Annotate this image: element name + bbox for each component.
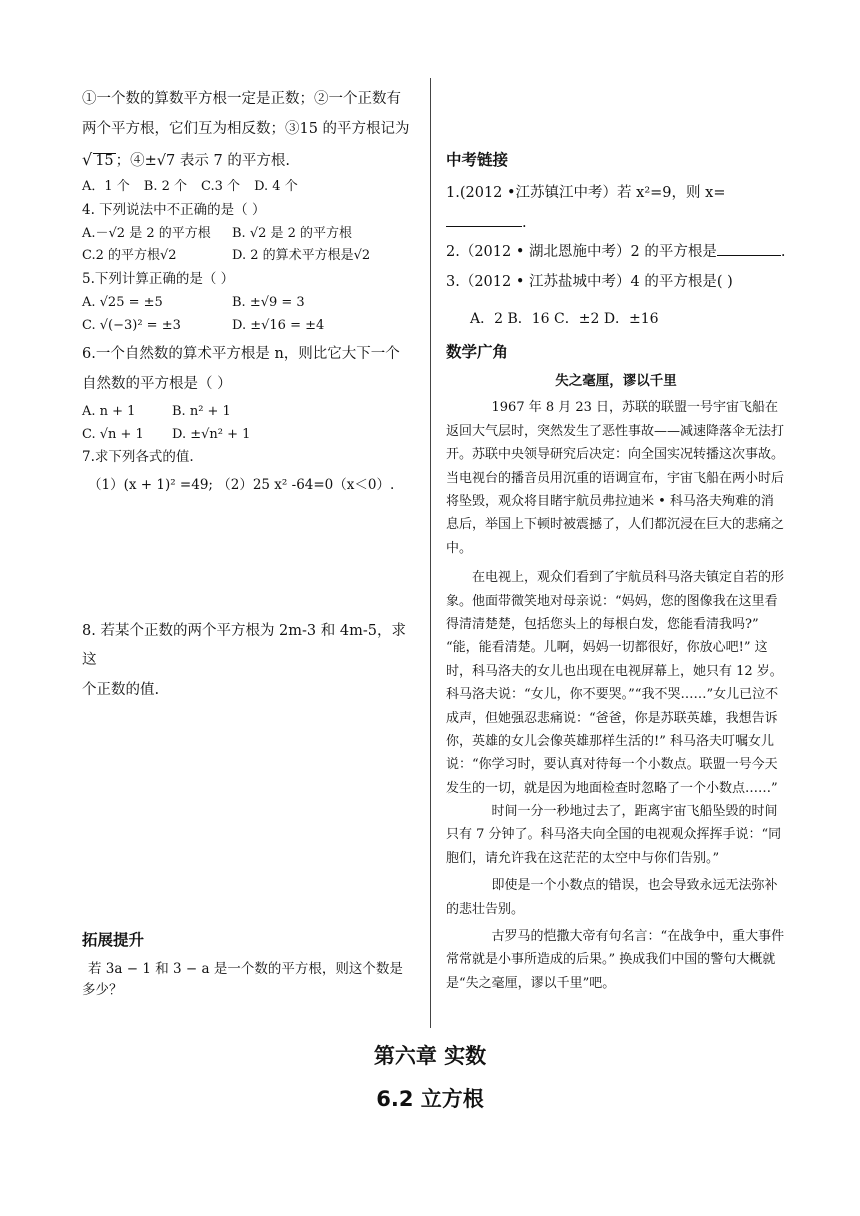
extension-line-2: 多少？ [82,982,123,999]
q5-options-row-1 [82,293,418,314]
chapter-title: 第六章 实数 [373,1044,487,1068]
q4-stem: 4. 下列说法中不正确的是（ ） [82,202,266,219]
q3-options [82,177,418,198]
q4-option-b: B. √2 是 2 的平方根 [232,225,353,241]
q5-option-c: C. √(−3)² = ±3 [82,317,181,333]
zhongkao-q2 [446,238,786,268]
zhongkao-q1-end: . [522,214,527,231]
q7-parts: （1）(x + 1)² =49; （2）25 x² -64=0（x＜0）. [88,477,395,494]
answer-blank-1[interactable] [446,226,522,227]
math-corner-heading: 数学广角 [446,343,509,362]
q3-option-b: B. 2 个 [143,179,188,195]
zhongkao-q2-end: . [780,244,786,261]
q5-stem: 5.下列计算正确的是（ ） [82,271,235,288]
story-paragraph-5: 古罗马的恺撒大帝有句名言：“在战争中，重大事件常常就是小事所造成的后果。” 换成我们中国的警句大概就是“失之毫厘，谬以千里”吧。 [446,929,785,991]
q3-line-3-rest: ；④±√7 表示 7 的平方根. [115,153,290,170]
story-paragraph-4: 即使是一个小数点的错误，也会导致永远无法弥补的悲壮告别。 [446,878,778,917]
q4-options-row-1 [82,224,418,245]
column-divider [430,78,431,1028]
story-paragraph-2: 在电视上，观众们看到了宇航员科马洛夫镇定自若的形象。他面带微笑地对母亲说：“妈妈，您的图像我在这里看得清清楚楚，包括您头上的每根白发，您能看清我吗?” “能，能看清楚。儿啊，妈妈一切都很好，你放心吧!” 这时，科马洛夫的女儿也出现在电视屏幕上，她只有 12 岁。科马洛夫说：“女儿，你不要哭。”“我不哭……”女儿已泣不成声，但她强忍悲痛说：“爸爸，你是苏联英雄，我想告诉你，英雄的女儿会像英雄那样生活的!” 科马洛夫叮嘱女儿说：“你学习时，要认真对待每一个小数点。联盟一号今天发生的一切，就是因为地面检查时忽略了一个小数点……” [446,570,785,796]
story-paragraph-3: 时间一分一秒地过去了，距离宇宙飞船坠毁的时间只有 7 分钟了。科马洛夫向全国的电视观众挥挥手说：“同胞们，请允许我在这茫茫的太空中与你们告别。” [446,804,782,866]
zhongkao-heading: 中考链接 [446,151,509,169]
q3-line-1: ①一个数的算数平方根一定是正数；②一个正数有 [82,91,401,107]
extension-line-1: 若 3a − 1 和 3 − a 是一个数的平方根，则这个数是 [88,960,403,977]
q3-line-2: 两个平方根，它们互为相反数；③15 的平方根记为 [82,120,410,137]
q6-options-row-2 [82,425,418,446]
zhongkao-q3: 3.（2012 • 江苏盐城中考）4 的平方根是( ) [446,273,733,290]
q5-option-d: D. ±√16 = ±4 [232,317,325,333]
q3-line-3 [82,144,418,177]
sqrt-symbol: √ [82,150,93,170]
q4-option-d: D. 2 的算术平方根是√2 [232,248,371,264]
q4-option-a: A.－√2 是 2 的平方根 [82,225,211,241]
zhongkao-q3-options: A．2 B．16 C．±2 D．±16 [470,310,659,327]
q5-options-row-2 [82,316,418,337]
extension-heading: 拓展提升 [82,930,145,949]
q3-option-d: D. 4 个 [254,179,298,195]
q6-option-c: C. √n + 1 [82,426,144,442]
q7-stem: 7.求下列各式的值. [82,449,194,466]
section-title: 6.2 立方根 [376,1087,484,1111]
q8-line-1: 8. 若某个正数的两个平方根为 2m-3 和 4m-5，求这 [82,622,406,669]
q8-line-2: 个正数的值. [82,682,160,699]
story-title: 失之毫厘，谬以千里 [555,372,677,389]
q4-options-row-2 [82,246,418,267]
answer-space-q7 [82,497,418,617]
right-column [446,148,786,995]
q6-option-b: B. n² + 1 [172,403,231,419]
q6-option-a: A. n + 1 [82,403,136,419]
zhongkao-q1 [446,179,786,238]
q5-option-a: A. √25 = ±5 [82,294,163,310]
sqrt-radicand: 15 [95,153,114,170]
q6-line-2: 自然数的平方根是（ ） [82,376,232,393]
q3-option-c: C.3 个 [201,179,241,195]
q6-options-row-1 [82,402,418,423]
q5-option-b: B. ±√9 = 3 [232,294,305,310]
q3-option-a: A．1 个 [82,179,130,195]
answer-blank-2[interactable] [717,255,781,256]
left-column [82,85,418,1002]
zhongkao-q2-text: 2.（2012 • 湖北恩施中考）2 的平方根是 [446,244,717,261]
q6-line-1: 6.一个自然数的算术平方根是 n，则比它大下一个 [82,346,400,363]
zhongkao-q1-text: 1.(2012 •江苏镇江中考）若 x²=9，则 x= [446,184,726,201]
story-paragraph-1: 1967 年 8 月 23 日，苏联的联盟一号宇宙飞船在返回大气层时，突然发生了恶性事故——减速降落伞无法打开。苏联中央领导研究后决定：向全国实况转播这次事故。当电视台的播音员用沉重的语调宣布，宇宙飞船在两小时后将坠毁，观众将目睹宇航员弗拉迪米 • 科马洛夫殉难的消息后，举国上下顿时被震撼了，人们都沉浸在巨大的悲痛之中。 [446,400,785,556]
q4-option-c: C.2 的平方根√2 [82,248,177,264]
answer-space-q8 [82,706,418,918]
q6-option-d: D. ±√n² + 1 [172,426,251,442]
